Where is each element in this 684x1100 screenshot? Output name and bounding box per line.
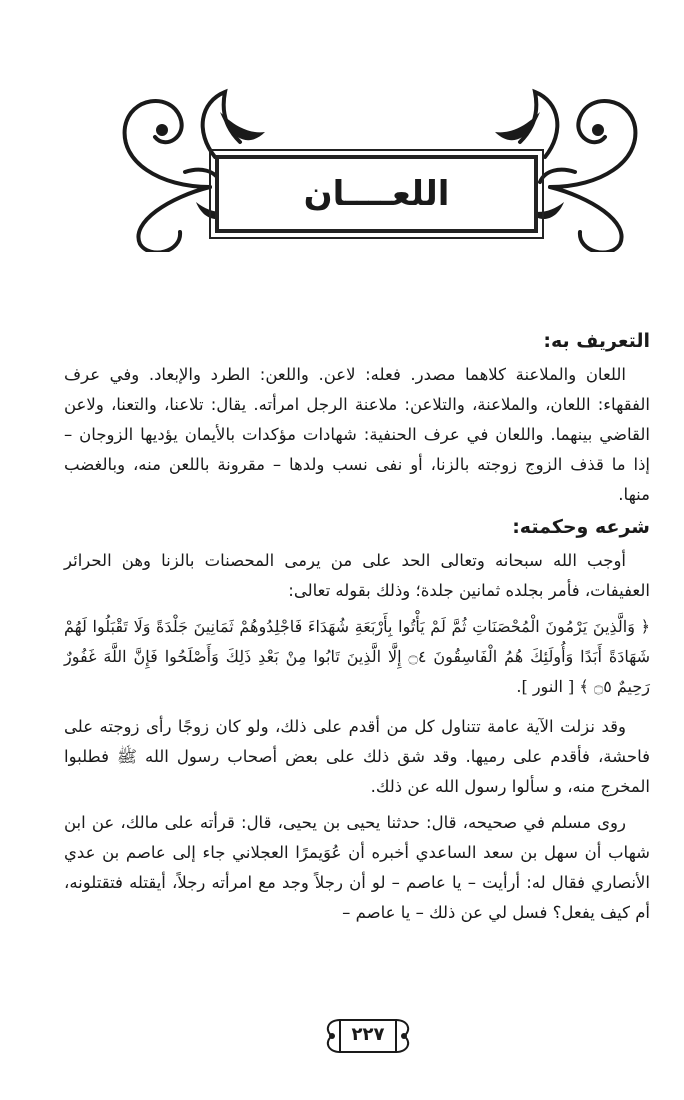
chapter-title: اللعــــان xyxy=(303,174,450,214)
page-body xyxy=(64,330,650,934)
section-heading: التعريف به: xyxy=(543,330,650,352)
definition-paragraph: اللعان والملاعنة كلاهما مصدر. فعله: لاعن. واللعن: الطرد والإبعاد. وفي عرف الفقهاء: اللعان، والملاعنة، والتلاعن: ملاعنة الرجل امرأته. يقال: تلاعنا، والتعنا، ولاعن القاضي بينهما. واللعان في عرف الحنفية: شهادات مؤكدات بالأيمان يؤديها الزوجان – إذا ما قذف الزوج زوجته بالزنا، أو نفى نسب ولدها – مقرونة باللعن منه، وبالغضب منها. xyxy=(64,365,650,504)
quran-verse: ﴿ وَالَّذِينَ يَرْمُونَ الْمُحْصَنَاتِ ثُمَّ لَمْ يَأْتُوا بِأَرْبَعَةِ شُهَدَاءَ فَاجْلِدُوهُمْ ثَمَانِينَ جَلْدَةً وَلَا تَقْبَلُوا لَهُمْ شَهَادَةً أَبَدًا وَأُولَئِكَ هُمُ الْفَاسِقُونَ ۝٤ إِلَّا الَّذِينَ تَابُوا مِنْ بَعْدِ ذَلِكَ وَأَصْلَحُوا فَإِنَّ اللَّهَ غَفُورٌ رَحِيمٌ ۝٥ ﴾ [ النور ]. xyxy=(64,617,651,696)
page-number: ٢٢٧ xyxy=(351,1024,385,1045)
chapter-title-frame xyxy=(215,155,538,233)
legislation-paragraph: أوجب الله سبحانه وتعالى الحد على من يرمى المحصنات بالزنا وهن الحرائر العفيفات، فأمر بجلده ثمانين جلدة؛ وذلك بقوله تعالى: xyxy=(64,551,650,600)
hadith-paragraph: روى مسلم في صحيحه، قال: حدثنا يحيى بن يحيى، قال: قرأته على مالك، عن ابن شهاب أن سهل بن سعد الساعدي أخبره أن عُوَيمرًا العجلاني جاء إلى عاصم بن عدي الأنصاري فقال له: أرأيت – يا عاصم – لو أن رجلاً وجد مع امرأته رجلاً، أيقتله فتقتلونه، أم كيف يفعل؟ فسل لي عن ذلك – يا عاصم – xyxy=(64,813,650,922)
section-heading: شرعه وحكمته: xyxy=(512,516,650,538)
page-number-frame xyxy=(322,1012,414,1060)
context-paragraph: وقد نزلت الآية عامة تتناول كل من أقدم على ذلك، ولو كان زوجًا رأى زوجته على فاحشة، فأقدم على رميها. وقد شق ذلك على بعض أصحاب رسول الله ﷺ فطلبوا المخرج منه، و سألوا رسول الله عن ذلك. xyxy=(64,717,650,796)
